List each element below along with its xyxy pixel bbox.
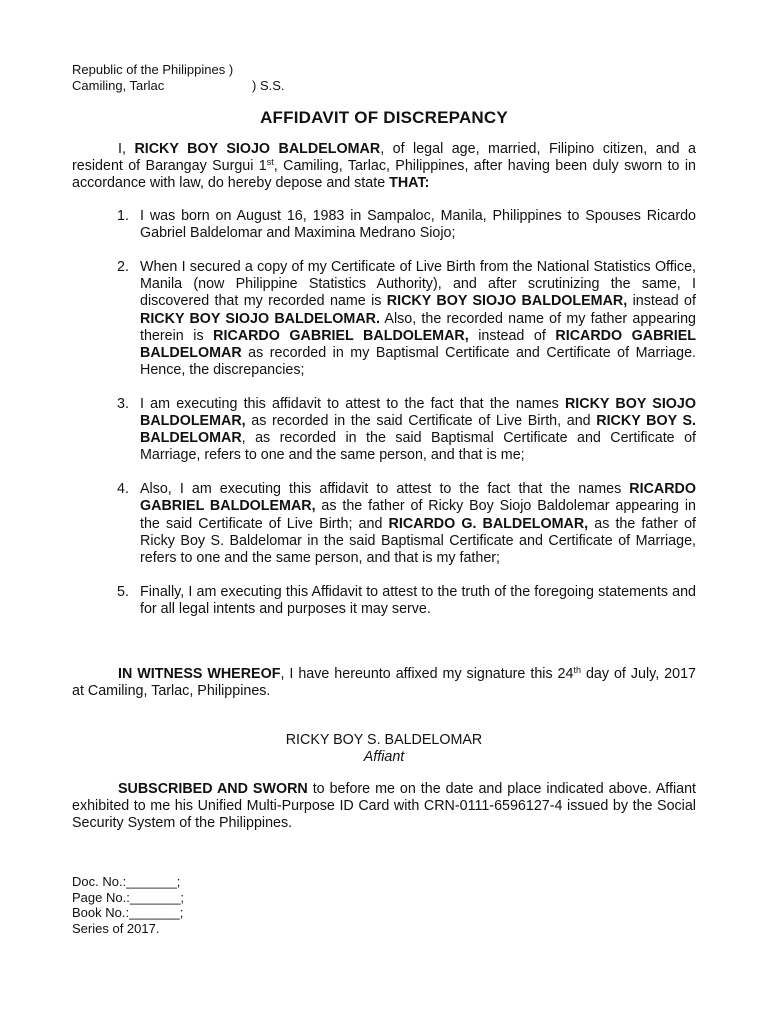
- item-bold-name: RICARDO GABRIEL BALDOLEMAR,: [140, 481, 696, 515]
- item-number: 3.: [117, 395, 129, 412]
- page-number-field: Page No.:_______;: [72, 889, 185, 905]
- item-text: Also, I am executing this affidavit to attest to the fact that the names: [140, 481, 630, 498]
- jurat-heading: SUBSCRIBED AND SWORN: [118, 781, 308, 797]
- item-number: 1.: [117, 208, 129, 224]
- intro-superscript: st: [266, 157, 274, 168]
- item-text: I was born on August 16, 1983 in Sampaloc, Manila, Philippines to Spouses Ricardo Gabriel Baldelomar and Maximina Medrano Siojo;: [140, 208, 696, 242]
- item-bold-name: RICKY BOY SIOJO BALDOLEMAR,: [386, 293, 628, 310]
- intro-paragraph: [72, 141, 696, 193]
- item-text: , as recorded in the said Baptismal Certificate and Certificate of Marriage, refers to one and the same person, and that is me;: [140, 430, 696, 464]
- item-bold-name: RICKY BOY SIOJO BALDELOMAR.: [140, 310, 380, 327]
- document-title: AFFIDAVIT OF DISCREPANCY: [260, 108, 508, 127]
- item-text: instead of: [468, 327, 556, 344]
- statement-item-1: [72, 208, 696, 242]
- item-text: When I secured a copy of my Certificate of Live Birth from the National Statistics Office, Manila (now Philippine Statistics Authority), and after scrutinizing the same, I discovered that my recorded name is: [140, 258, 696, 310]
- jurat-paragraph: [72, 781, 696, 833]
- witness-heading: IN WITNESS WHEREOF: [118, 666, 281, 682]
- witness-paragraph: [72, 666, 696, 700]
- venue-block: [72, 62, 285, 94]
- intro-affiant-name: RICKY BOY SIOJO BALDELOMAR: [134, 141, 381, 157]
- item-text: Also, the recorded name of my father appearing therein is: [140, 310, 696, 344]
- affiant-signature-block: [0, 732, 768, 766]
- doc-number-field: Doc. No.:_______;: [72, 874, 181, 889]
- witness-superscript: th: [573, 665, 581, 675]
- notarial-register: [72, 874, 184, 936]
- item-text: Finally, I am executing this Affidavit to attest to the truth of the foregoing statements and for all legal intents and purposes it may serve.: [140, 583, 696, 617]
- item-bold-name: RICKY BOY SIOJO BALDOLEMAR,: [140, 395, 696, 430]
- jurat-text: to before me on the date and place indicated above. Affiant exhibited to me his Unified Multi-Purpose ID Card with CRN-0111-6596127-4 issued by the Social Security System of the Philippines.: [72, 781, 696, 832]
- witness-text-c: day of July, 2017 at Camiling, Tarlac, Philippines.: [72, 666, 696, 700]
- item-bold-name: RICKY BOY S. BALDELOMAR: [140, 413, 696, 447]
- item-number: 2.: [117, 258, 129, 275]
- venue-line-republic: Republic of the Philippines ): [72, 62, 234, 77]
- affiant-name: RICKY BOY S. BALDELOMAR: [285, 732, 483, 748]
- item-text: as the father of Ricky Boy S. Baldelomar in the said Baptismal Certificate and Certificate of Marriage, refers to one and the same person, and that is my father;: [140, 515, 696, 566]
- statement-item-2: [72, 259, 696, 379]
- venue-ss: ) S.S.: [252, 78, 285, 93]
- item-number: 5.: [117, 583, 129, 600]
- venue-line-place: [72, 78, 285, 94]
- item-text: as recorded in my Baptismal Certificate and Certificate of Marriage. Hence, the discrepancies;: [140, 344, 696, 379]
- book-number-field: Book No.:_______;: [72, 905, 184, 920]
- item-text: I am executing this affidavit to attest to the fact that the names: [140, 395, 565, 412]
- intro-that: THAT:: [389, 175, 430, 192]
- intro-text-c: , Camiling, Tarlac, Philippines, after having been duly sworn to in accordance with law, do hereby depose and state: [72, 158, 696, 192]
- affiant-role: Affiant: [363, 749, 405, 766]
- item-text: as the father of Ricky Boy Siojo Baldolemar appearing in the said Certificate of Live Birth; and: [140, 498, 696, 532]
- statement-item-5: [72, 584, 696, 618]
- statement-item-3: [72, 396, 696, 465]
- statement-item-4: [72, 481, 696, 567]
- item-text: instead of: [627, 293, 696, 310]
- item-bold-name: RICARDO GABRIEL BALDELOMAR: [140, 327, 696, 361]
- item-bold-name: RICARDO GABRIEL BALDOLEMAR,: [213, 327, 469, 344]
- statement-list: [72, 208, 696, 635]
- item-bold-name: RICARDO G. BALDELOMAR,: [388, 515, 589, 532]
- venue-place: Camiling, Tarlac: [72, 78, 165, 93]
- item-text: as recorded in the said Certificate of Live Birth, and: [245, 413, 597, 430]
- witness-text-a: , I have hereunto affixed my signature this 24: [280, 666, 574, 682]
- item-number: 4.: [117, 481, 129, 498]
- intro-text-b: , of legal age, married, Filipino citizen, and a resident of Barangay Surgui 1: [72, 141, 696, 175]
- series-field: Series of 2017.: [72, 920, 160, 936]
- intro-text-a: I,: [118, 141, 135, 157]
